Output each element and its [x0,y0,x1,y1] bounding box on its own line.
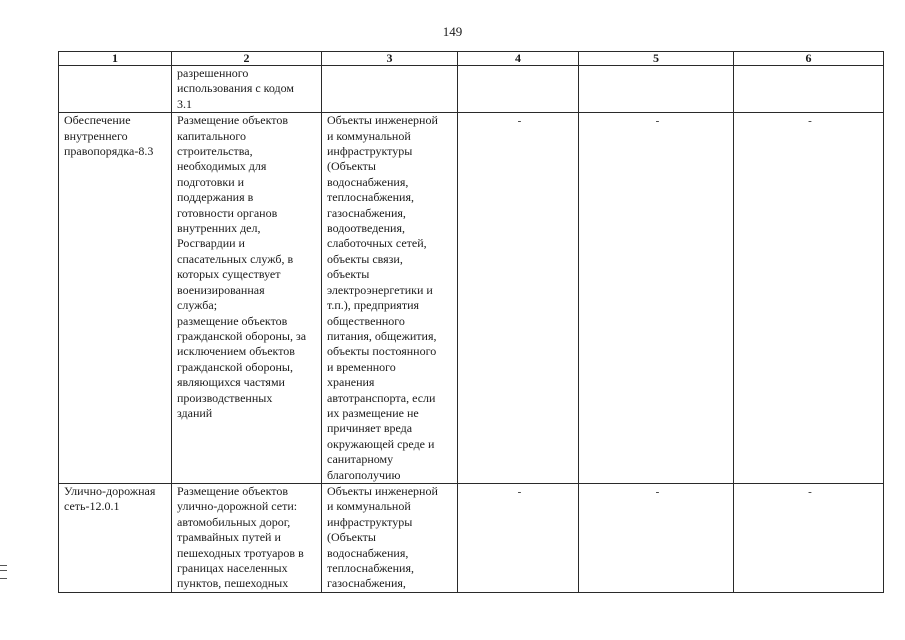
table-cell [172,483,322,592]
scan-margin-mark [0,565,7,579]
table-cell [172,113,322,484]
dash-mark: - [808,485,812,498]
column-header-1: 1 [59,52,172,66]
dash-mark: - [655,485,660,498]
dash-mark: - [517,115,522,128]
dash-mark: - [517,485,522,498]
table-cell [734,66,884,113]
table-cell [59,483,172,592]
table-row [59,113,884,484]
cell-text: Обеспечение внутреннего правопорядка-8.3 [64,113,154,159]
dash-mark: - [808,115,812,128]
table-row [59,483,884,592]
column-header-2: 2 [172,52,322,66]
table-cell [458,113,579,484]
table-cell [734,113,884,484]
column-header-6: 6 [734,52,884,66]
table-row [59,66,884,113]
column-header-3: 3 [322,52,458,66]
cell-text: Объекты инженерной и коммунальной инфраструктуры (Объекты водоснабжения, теплоснабжения, газоснабжения, водоотведения, слаботочных сетей, объекты связи, объекты электроэнергетики и т.п.), предприятия общественного питания, общежития, объекты постоянного и временного хранения автотранспорта, если их размещение не причиняет вреда окружающей среде и санитарному благополучию [327,113,438,482]
table-cell [322,483,458,592]
table-cell [322,66,458,113]
cell-text: разрешенного использования с кодом 3.1 [177,66,295,111]
page-number: 149 [442,24,463,39]
column-header-4: 4 [458,52,579,66]
table-cell [579,113,734,484]
table-cell [59,66,172,113]
cell-text: Объекты инженерной и коммунальной инфраструктуры (Объекты водоснабжения, теплоснабжения, газоснабжения, [327,483,438,591]
table-cell [734,483,884,592]
dash-mark: - [655,115,660,128]
land-use-table [58,51,884,593]
cell-text: Размещение объектов улично-дорожной сети: автомобильных дорог, трамвайных путей и пешеходных тротуаров в границах населенных пунктов, пешеходных [177,483,304,591]
cell-text: Улично-дорожная сеть-12.0.1 [64,483,156,514]
cell-text: Размещение объектов капитального строительства, необходимых для подготовки и поддержания в готовности органов внутренних дел, Росгвардии и спасательных служб, в которых существует военизированная служба; размещение объектов гражданской обороны, за исключением объектов гражданской обороны, являющихся частями производственных зданий [177,113,307,420]
column-header-5: 5 [579,52,734,66]
table-cell [172,66,322,113]
table-cell [322,113,458,484]
table-cell [59,113,172,484]
table-cell [579,483,734,592]
table-cell [458,66,579,113]
table-header-row [59,52,884,66]
table-cell [458,483,579,592]
table-cell [579,66,734,113]
